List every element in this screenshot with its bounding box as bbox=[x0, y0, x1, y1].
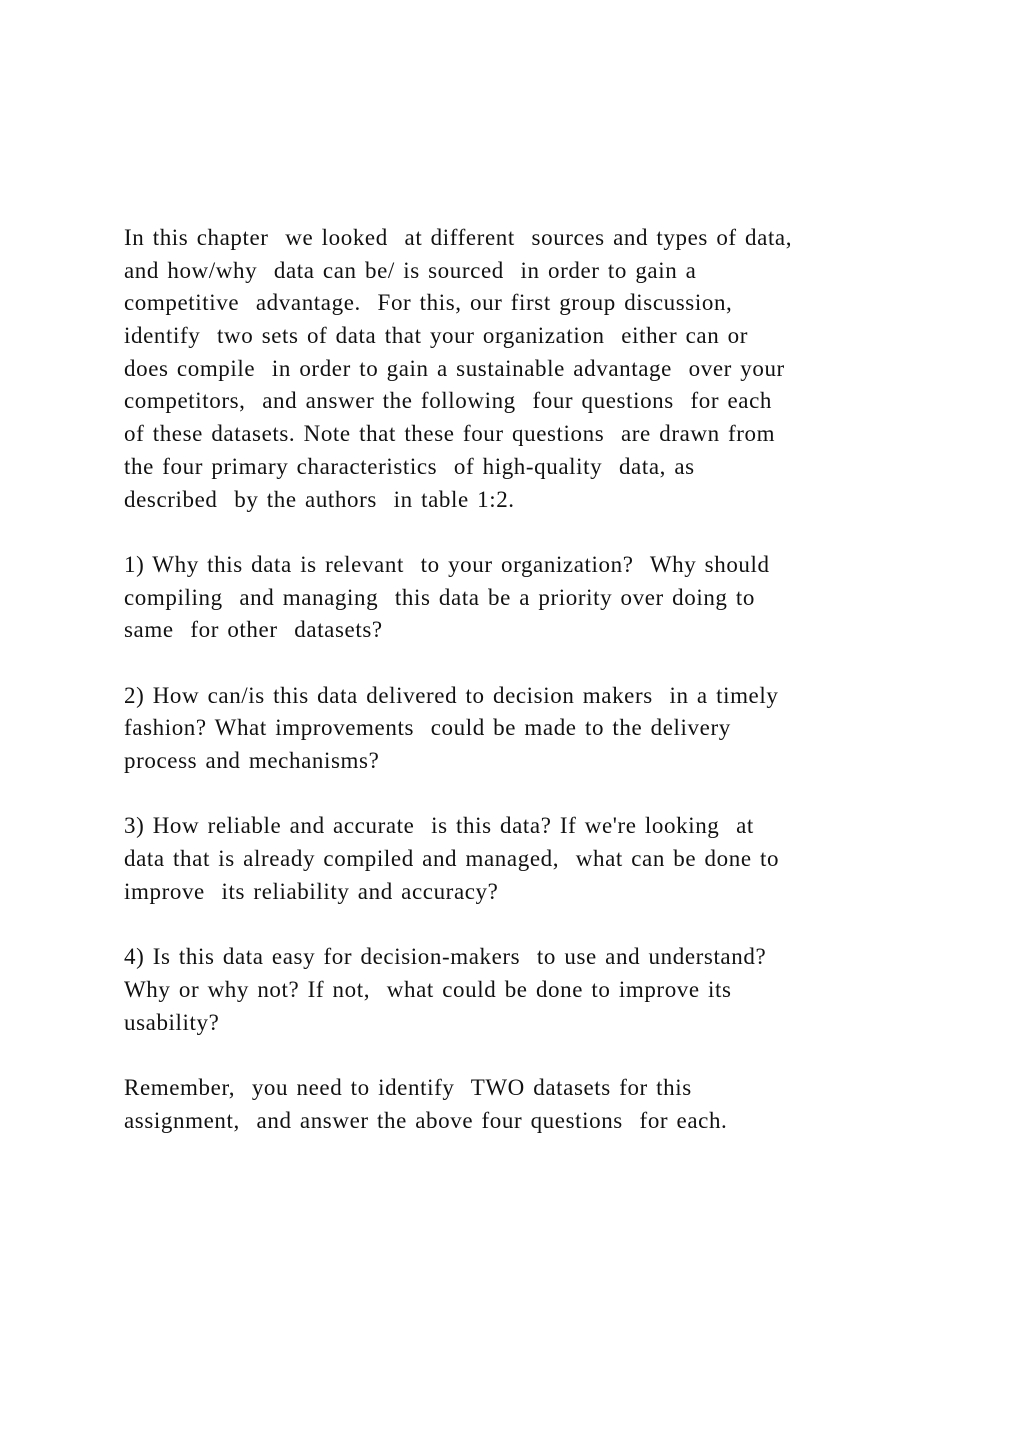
text-line: of these datasets. Note that these four questions are drawn from bbox=[124, 421, 776, 447]
text-line: Why or why not? If not, what could be done to improve its bbox=[124, 976, 732, 1002]
document-body bbox=[124, 222, 924, 1137]
paragraph-gap bbox=[124, 1039, 924, 1072]
text-line: usability? bbox=[124, 1009, 220, 1035]
text-line: fashion? What improvements could be made to the delivery bbox=[124, 715, 731, 741]
question-1-paragraph bbox=[124, 549, 924, 647]
text-line: competitive advantage. For this, our first group discussion, bbox=[124, 290, 733, 316]
intro-paragraph bbox=[124, 222, 924, 516]
text-line: same for other datasets? bbox=[124, 617, 383, 643]
text-line: assignment, and answer the above four questions for each. bbox=[124, 1107, 728, 1133]
text-line: 2) How can/is this data delivered to decision makers in a timely bbox=[124, 682, 779, 708]
text-line: 4) Is this data easy for decision-makers to use and understand? bbox=[124, 944, 767, 970]
paragraph-gap bbox=[124, 647, 924, 680]
text-line: improve its reliability and accuracy? bbox=[124, 878, 499, 904]
paragraph-gap bbox=[124, 516, 924, 549]
paragraph-gap bbox=[124, 908, 924, 941]
text-line: data that is already compiled and managed, what can be done to bbox=[124, 846, 780, 872]
question-3-paragraph bbox=[124, 810, 924, 908]
question-2-paragraph bbox=[124, 680, 924, 778]
paragraph-gap bbox=[124, 778, 924, 811]
text-line: process and mechanisms? bbox=[124, 748, 380, 773]
text-line: compiling and managing this data be a priority over doing to bbox=[124, 584, 755, 610]
text-line: Remember, you need to identify TWO datasets for this bbox=[124, 1074, 692, 1100]
text-line: identify two sets of data that your organization either can or bbox=[124, 323, 749, 349]
closing-paragraph bbox=[124, 1072, 924, 1137]
text-line: 1) Why this data is relevant to your organization? Why should bbox=[124, 551, 770, 577]
text-line: and how/why data can be/ is sourced in order to gain a bbox=[124, 257, 697, 283]
text-line: described by the authors in table 1:2. bbox=[124, 486, 515, 512]
text-line: competitors, and answer the following four questions for each bbox=[124, 388, 773, 414]
text-line: 3) How reliable and accurate is this data? If we're looking at bbox=[124, 813, 754, 839]
question-4-paragraph bbox=[124, 941, 924, 1039]
text-line: the four primary characteristics of high-quality data, as bbox=[124, 453, 695, 479]
text-line: does compile in order to gain a sustainable advantage over your bbox=[124, 355, 785, 381]
text-line: In this chapter we looked at different sources and types of data, bbox=[124, 225, 793, 250]
